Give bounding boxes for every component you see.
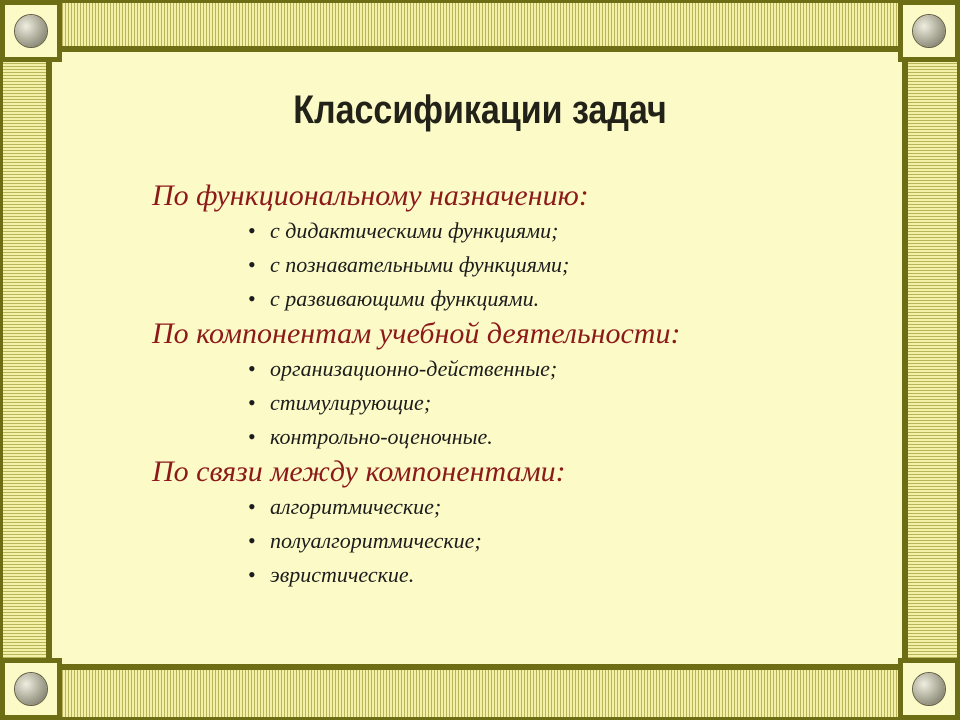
bullet-icon: • (248, 390, 256, 415)
list-item (248, 282, 852, 316)
list-item (248, 248, 852, 282)
bullet-icon: • (248, 494, 256, 519)
bullet-icon: • (248, 218, 256, 243)
list-item-text: контрольно-оценочные. (270, 424, 493, 449)
slide-content (152, 178, 852, 592)
bullet-icon: • (248, 356, 256, 381)
corner-knob-icon (913, 15, 945, 47)
frame-right-band (900, 0, 960, 720)
corner-bottom-left (0, 658, 62, 720)
list-item (248, 420, 852, 454)
list-item (248, 214, 852, 248)
list-item-text: с дидактическими функциями; (270, 218, 559, 243)
section-heading-relations: По связи между компонентами: (152, 455, 566, 488)
list-item (248, 386, 852, 420)
list-item-text: с развивающими функциями. (270, 286, 540, 311)
list-item (248, 352, 852, 386)
list-item-text: с познавательными функциями; (270, 252, 570, 277)
slide-title: Классификации задач (293, 88, 667, 132)
section-list-relations (152, 490, 852, 592)
section-list-components (152, 352, 852, 454)
list-item-text: полуалгоритмические; (270, 528, 482, 553)
corner-top-right (898, 0, 960, 62)
bullet-icon: • (248, 528, 256, 553)
corner-knob-icon (913, 673, 945, 705)
list-item-text: стимулирующие; (270, 390, 432, 415)
corner-knob-icon (15, 673, 47, 705)
section-heading-components: По компонентам учебной деятельности: (152, 317, 681, 350)
list-item-text: алгоритмические; (270, 494, 442, 519)
list-item-text: организационно-действенные; (270, 356, 558, 381)
section-list-functional (152, 214, 852, 316)
bullet-icon: • (248, 562, 256, 587)
bullet-icon: • (248, 286, 256, 311)
bullet-icon: • (248, 424, 256, 449)
corner-bottom-right (898, 658, 960, 720)
list-item (248, 558, 852, 592)
list-item (248, 490, 852, 524)
bullet-icon: • (248, 252, 256, 277)
corner-top-left (0, 0, 62, 62)
list-item-text: эвристические. (270, 562, 415, 587)
list-item (248, 524, 852, 558)
corner-knob-icon (15, 15, 47, 47)
section-heading-functional: По функциональному назначению: (152, 179, 589, 212)
